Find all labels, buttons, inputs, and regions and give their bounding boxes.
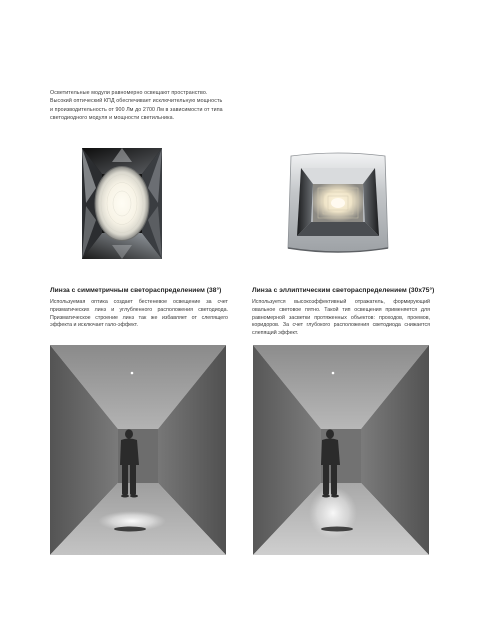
symmetric-lens-image [82,148,162,259]
symmetric-lens-description: Используемая оптика создает бестеневое освещение за счет призматических линз и углубленного расположения светодиода. Призматическое строение линз так же избавляет от слепящего эффекта и исключает гало-эффект. [50,299,228,329]
elliptical-lens-caption [252,287,435,338]
intro-line: светодиодного модуля и мощности светильника. [50,114,175,121]
intro-line: Высокий оптический КПД обеспечивает исключительную мощность [50,98,223,105]
symmetric-lens-caption [50,287,228,330]
intro-paragraph [50,89,240,122]
symmetric-corridor-render [50,345,226,555]
symmetric-lens-title: Линза с симметричным светораспределением (38°) [50,287,222,294]
intro-line: и производительность от 900 Лм до 2700 Лм в зависимости от типа [50,106,223,113]
elliptical-lens-description: Используется высокоэффективный отражатель, формирующий овальное световое пятно. Такой тип освещения применяется для равномерной засветки протяженных объектов: проходов, проемов, коридоров. За счет глубокого расположения светодиода снижается слепящий эффект. [252,299,430,337]
elliptical-corridor-render [253,345,429,555]
elliptical-lens-image [285,150,391,256]
elliptical-lens-title: Линза с эллиптическим светораспределением (30x75°) [252,287,435,294]
intro-line: Осветительные модули равномерно освещают пространство. [50,90,208,96]
